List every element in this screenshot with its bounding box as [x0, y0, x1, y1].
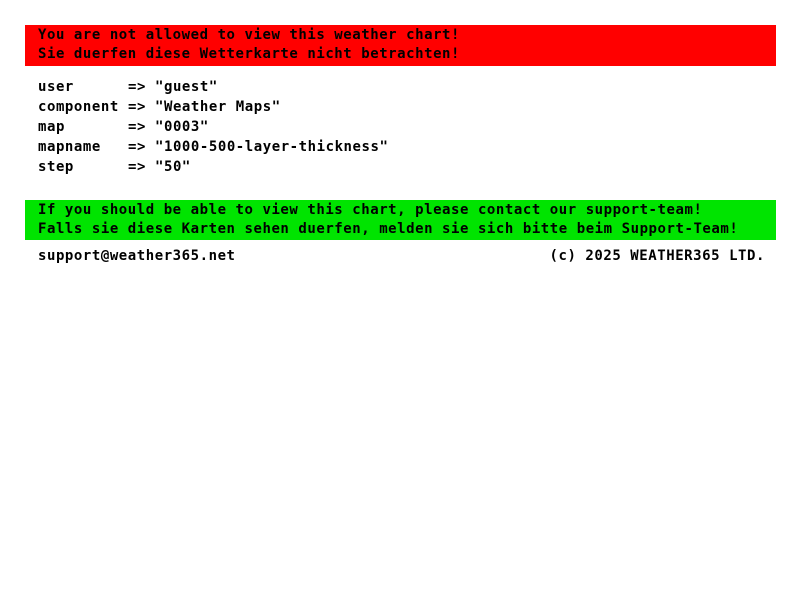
detail-key: component [38, 99, 119, 115]
detail-value: "Weather Maps" [155, 99, 281, 115]
arrow-glyph: => [128, 159, 146, 175]
detail-value: "1000-500-layer-thickness" [155, 139, 389, 155]
footer [0, 246, 800, 266]
arrow-glyph: => [128, 99, 146, 115]
detail-key: map [38, 119, 65, 135]
support-message-en: If you should be able to view this chart, please contact our support-team! [38, 202, 703, 218]
copyright-notice: (c) 2025 WEATHER365 LTD. [549, 248, 765, 264]
arrow-glyph: => [128, 139, 146, 155]
access-denied-message-en: You are not allowed to view this weather chart! [38, 27, 460, 43]
detail-key: user [38, 79, 74, 95]
detail-key: mapname [38, 139, 101, 155]
detail-key: step [38, 159, 74, 175]
arrow-glyph: => [128, 79, 146, 95]
detail-value: "50" [155, 159, 191, 175]
detail-value: "0003" [155, 119, 209, 135]
access-denied-banner [25, 25, 776, 66]
detail-row-mapname [38, 137, 388, 157]
support-message-de: Falls sie diese Karten sehen duerfen, melden sie sich bitte beim Support-Team! [38, 221, 739, 237]
detail-row-component [38, 97, 388, 117]
support-info-banner [25, 200, 776, 240]
support-email: support@weather365.net [38, 248, 236, 264]
detail-value: "guest" [155, 79, 218, 95]
access-denied-message-de: Sie duerfen diese Wetterkarte nicht betrachten! [38, 46, 460, 62]
detail-row-step [38, 157, 388, 177]
detail-row-map [38, 117, 388, 137]
detail-row-user [38, 77, 388, 97]
request-details [38, 77, 388, 177]
arrow-glyph: => [128, 119, 146, 135]
